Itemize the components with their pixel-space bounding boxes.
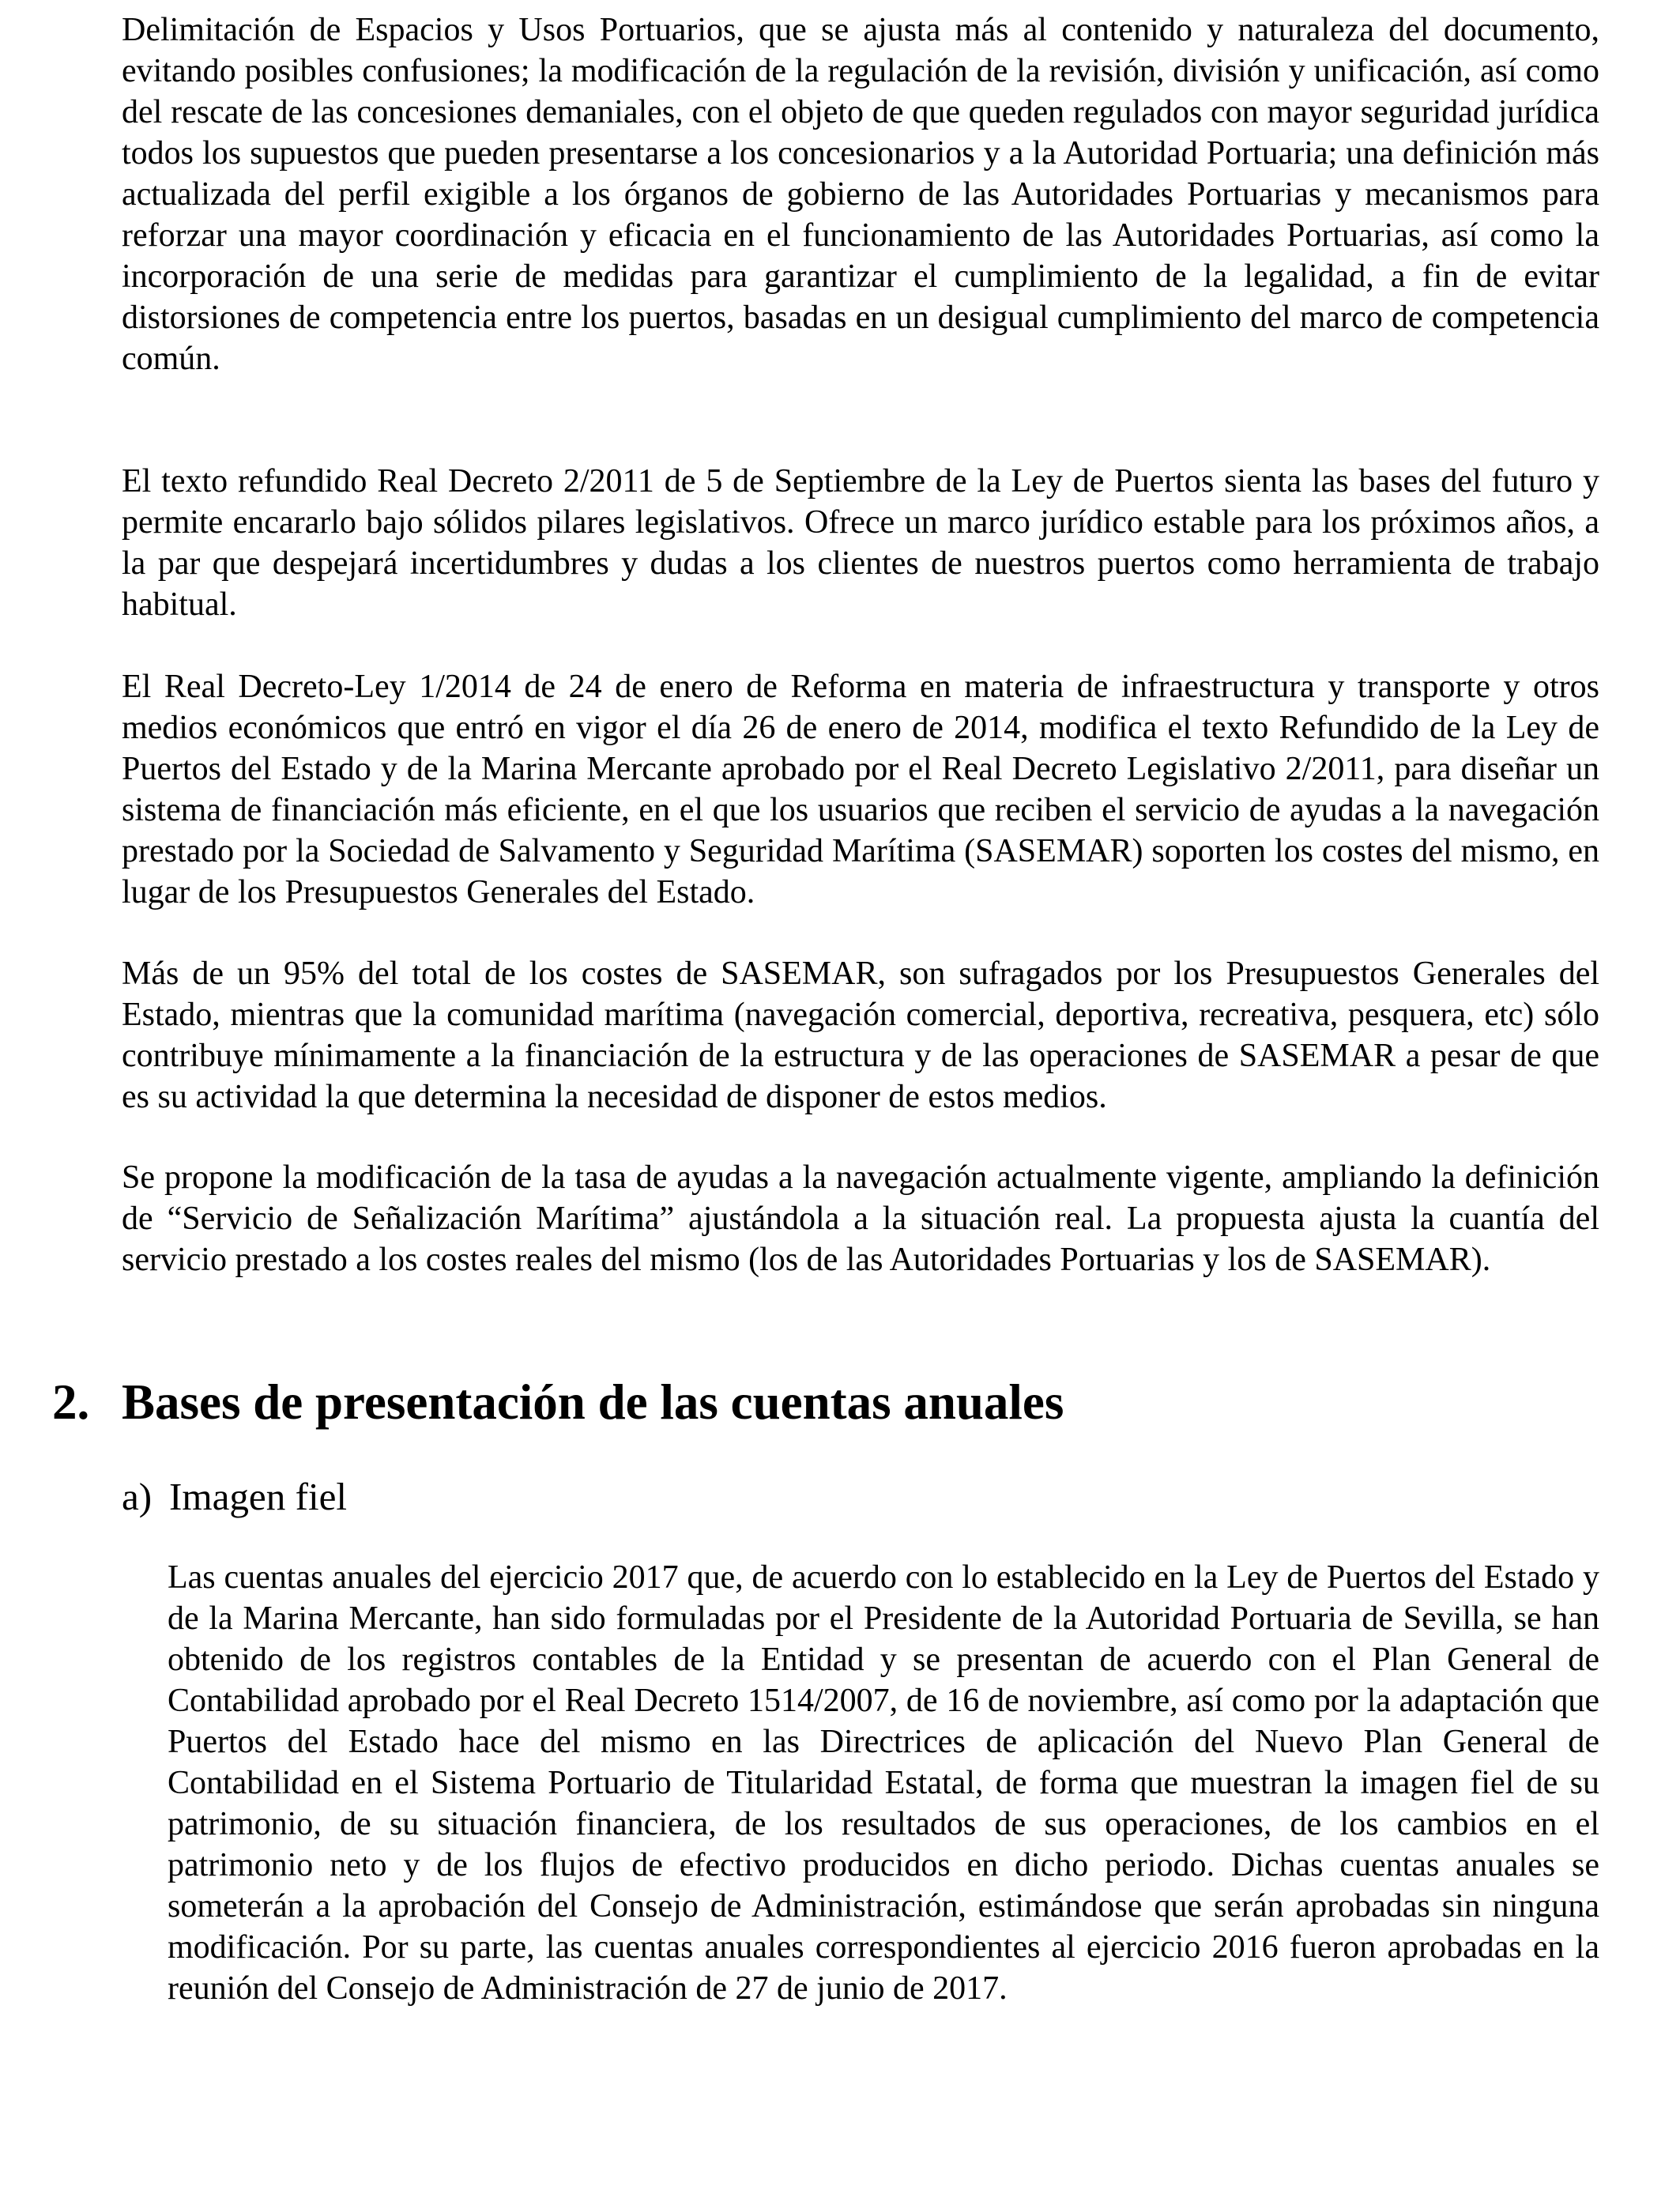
paragraph-real-decreto-ley: El Real Decreto-Ley 1/2014 de 24 de enero de Reforma en materia de infraestructura y transporte y otros medios económicos que entró en vigor el día 26 de enero de 2014, modifica el texto Refundido de la Ley de Puertos del Estado y de la Marina Mercante aprobado por el Real Decreto Legislativo 2/2011, para diseñar un sistema de financiación más eficiente, en el que los usuarios que reciben el servicio de ayudas a la navegación prestado por la Sociedad de Salvamento y Seguridad Marítima (SASEMAR) soporten los costes del mismo, en lugar de los Presupuestos Generales del Estado. (122, 669, 1599, 910)
paragraph-delimitacion: Delimitación de Espacios y Usos Portuarios, que se ajusta más al contenido y naturaleza del documento, evitando posibles confusiones; la modificación de la regulación de la revisión, división y unificación, así como del rescate de las concesiones demaniales, con el objeto de que queden regulados con mayor seguridad jurídica todos los supuestos que pueden presentarse a los concesionarios y a la Autoridad Portuaria; una definición más actualizada del perfil exigible a los órganos de gobierno de las Autoridades Portuarias y mecanismos para reforzar una mayor coordinación y eficacia en el funcionamiento de las Autoridades Portuarias, así como la incorporación de una serie de medidas para garantizar el cumplimiento de la legalidad, a fin de evitar distorsiones de competencia entre los puertos, basadas en un desigual cumplimiento del marco de competencia común. (122, 12, 1599, 377)
subsection-letter: a) (122, 1475, 153, 1518)
paragraph-costes-sasemar: Más de un 95% del total de los costes de SASEMAR, son sufragados por los Presupuestos Generales del Estado, mientras que la comunidad marítima (navegación comercial, deportiva, recreativa, pesquera, etc) sólo contribuye mínimamente a la financiación de la estructura y de las operaciones de SASEMAR a pesar de que es su actividad la que determina la necesidad de disponer de estos medios. (122, 956, 1599, 1115)
subsection-title: Imagen fiel (169, 1475, 348, 1518)
paragraph-propuesta-tasa: Se propone la modificación de la tasa de ayudas a la navegación actualmente vigente, ampliando la definición de “Servicio de Señalización Marítima” ajustándola a la situación real. La propuesta ajusta la cuantía del servicio prestado a los costes reales del mismo (los de las Autoridades Portuarias y los de SASEMAR). (122, 1159, 1599, 1278)
section-number: 2. (52, 1374, 90, 1430)
paragraph-texto-refundido: El texto refundido Real Decreto 2/2011 de 5 de Septiembre de la Ley de Puertos sienta las bases del futuro y permite encararlo bajo sólidos pilares legislativos. Ofrece un marco jurídico estable para los próximos años, a la par que despejará incertidumbres y dudas a los clientes de nuestros puertos como herramienta de trabajo habitual. (122, 463, 1599, 623)
section-title: Bases de presentación de las cuentas anuales (122, 1374, 1064, 1430)
paragraph-imagen-fiel: Las cuentas anuales del ejercicio 2017 que, de acuerdo con lo establecido en la Ley de Puertos del Estado y de la Marina Mercante, han sido formuladas por el Presidente de la Autoridad Portuaria de Sevilla, se han obtenido de los registros contables de la Entidad y se presentan de acuerdo con el Plan General de Contabilidad aprobado por el Real Decreto 1514/2007, de 16 de noviembre, así como por la adaptación que Puertos del Estado hace del mismo en las Directrices de aplicación del Nuevo Plan General de Contabilidad en el Sistema Portuario de Titularidad Estatal, de forma que muestran la imagen fiel de su patrimonio, de su situación financiera, de los resultados de sus operaciones, de los cambios en el patrimonio neto y de los flujos de efectivo producidos en dicho periodo. Dichas cuentas anuales se someterán a la aprobación del Consejo de Administración, estimándose que serán aprobadas sin ninguna modificación. Por su parte, las cuentas anuales correspondientes al ejercicio 2016 fueron aprobadas en la reunión del Consejo de Administración de 27 de junio de 2017. (168, 1559, 1599, 2007)
